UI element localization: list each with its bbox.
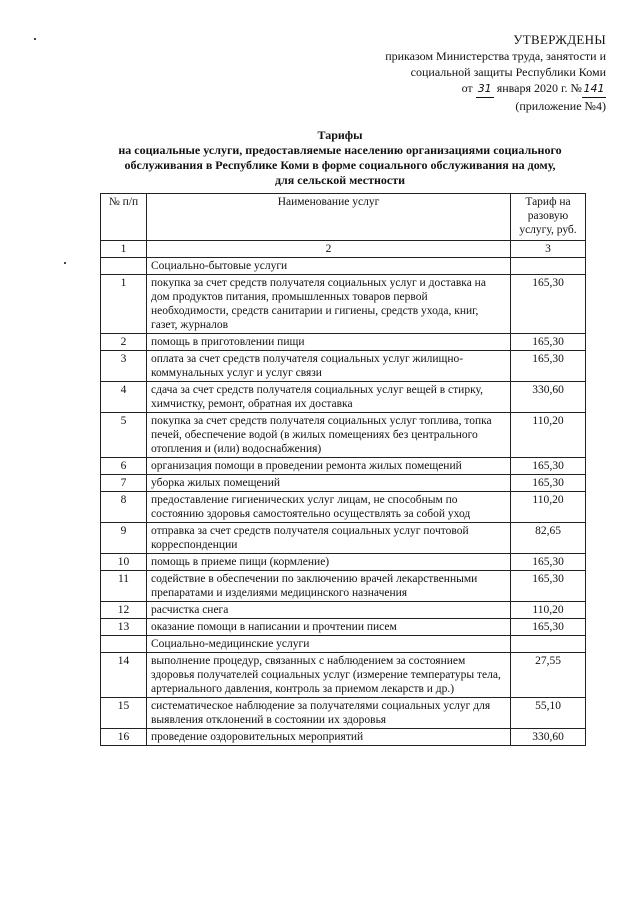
section-empty-cell (101, 258, 147, 275)
header-price: Тариф на разовую услугу, руб. (511, 194, 586, 241)
row-number: 15 (101, 698, 147, 729)
approval-block (306, 32, 606, 114)
service-name: покупка за счет средств получателя социальных услуг и доставка на дом продуктов питания, промышленных товаров первой необходимости, средств санитарии и гигиены, средств ухода, книг, газет, журналов (147, 275, 511, 334)
service-name: предоставление гигиенических услуг лицам, не способным по состоянию здоровья самостоятельно осуществлять за собой уход (147, 492, 511, 523)
section-title: Социально-бытовые услуги (147, 258, 511, 275)
scan-speck (34, 38, 36, 40)
index-cell: 3 (511, 241, 586, 258)
heading-line: для сельской местности (274, 173, 406, 187)
header-name: Наименование услуг (147, 194, 511, 241)
service-name: отправка за счет средств получателя социальных услуг почтовой корреспонденции (147, 523, 511, 554)
service-name: помощь в приеме пищи (кормление) (147, 554, 511, 571)
order-number: 141 (582, 81, 606, 98)
heading-line: на социальные услуги, предоставляемые населению организациями социального (118, 143, 562, 157)
row-number: 5 (101, 413, 147, 458)
table-row (101, 554, 586, 571)
table-row (101, 475, 586, 492)
service-price: 165,30 (511, 351, 586, 382)
service-price: 27,55 (511, 653, 586, 698)
table-row (101, 729, 586, 746)
row-number: 10 (101, 554, 147, 571)
row-number: 16 (101, 729, 147, 746)
scan-speck (64, 262, 66, 264)
service-name: выполнение процедур, связанных с наблюдением за состоянием здоровья получателей социальных услуг (измерение температуры тела, артериального давления, контроль за приемом лекарств и др.) (147, 653, 511, 698)
section-empty-cell (101, 636, 147, 653)
date-rest: января 2020 г. № (496, 81, 582, 95)
service-name: уборка жилых помещений (147, 475, 511, 492)
row-number: 14 (101, 653, 147, 698)
row-number: 7 (101, 475, 147, 492)
service-price: 165,30 (511, 334, 586, 351)
table-row (101, 275, 586, 334)
service-price: 165,30 (511, 475, 586, 492)
row-number: 6 (101, 458, 147, 475)
row-number: 12 (101, 602, 147, 619)
service-name: проведение оздоровительных мероприятий (147, 729, 511, 746)
service-price: 110,20 (511, 492, 586, 523)
service-name: оказание помощи в написании и прочтении писем (147, 619, 511, 636)
section-row (101, 636, 586, 653)
row-number: 11 (101, 571, 147, 602)
approval-line: приказом Министерства труда, занятости и (385, 49, 606, 63)
date-prefix: от (461, 81, 473, 95)
table-row (101, 698, 586, 729)
service-price: 82,65 (511, 523, 586, 554)
table-row (101, 382, 586, 413)
service-name: расчистка снега (147, 602, 511, 619)
table-header-row (101, 194, 586, 241)
service-name: сдача за счет средств получателя социальных услуг вещей в стирку, химчистку, ремонт, обратная их доставка (147, 382, 511, 413)
table-row (101, 619, 586, 636)
approval-title: УТВЕРЖДЕНЫ (513, 32, 606, 47)
approval-line: социальной защиты Республики Коми (410, 65, 606, 79)
table-row (101, 571, 586, 602)
table-body (101, 258, 586, 746)
appendix-label: (приложение №4) (515, 99, 606, 113)
table-row (101, 653, 586, 698)
row-number: 4 (101, 382, 147, 413)
index-cell: 2 (147, 241, 511, 258)
table-row (101, 458, 586, 475)
table-row (101, 351, 586, 382)
row-number: 13 (101, 619, 147, 636)
approval-date-line (306, 80, 606, 98)
row-number: 8 (101, 492, 147, 523)
table-row (101, 602, 586, 619)
service-price: 110,20 (511, 602, 586, 619)
service-price: 165,30 (511, 619, 586, 636)
service-name: содействие в обеспечении по заключению врачей лекарственными препаратами и изделиями медицинского назначения (147, 571, 511, 602)
table-index-row (101, 241, 586, 258)
service-name: организация помощи в проведении ремонта жилых помещений (147, 458, 511, 475)
service-price: 330,60 (511, 729, 586, 746)
tariff-table (100, 193, 586, 746)
row-number: 2 (101, 334, 147, 351)
service-price: 55,10 (511, 698, 586, 729)
service-name: покупка за счет средств получателя социальных услуг топлива, топка печей, обеспечение водой (в жилых помещениях без центрального отопления и (или) водоснабжения) (147, 413, 511, 458)
row-number: 3 (101, 351, 147, 382)
table-row (101, 523, 586, 554)
service-price: 110,20 (511, 413, 586, 458)
table-row (101, 413, 586, 458)
index-cell: 1 (101, 241, 147, 258)
document-heading (100, 128, 580, 188)
section-row (101, 258, 586, 275)
header-num: № п/п (101, 194, 147, 241)
service-price: 165,30 (511, 275, 586, 334)
service-name: помощь в приготовлении пищи (147, 334, 511, 351)
table-row (101, 492, 586, 523)
heading-line: обслуживания в Республике Коми в форме социального обслуживания на дому, (124, 158, 556, 172)
service-price: 330,60 (511, 382, 586, 413)
heading-title: Тарифы (317, 128, 363, 142)
section-empty-cell (511, 636, 586, 653)
row-number: 1 (101, 275, 147, 334)
section-empty-cell (511, 258, 586, 275)
table-row (101, 334, 586, 351)
row-number: 9 (101, 523, 147, 554)
service-name: оплата за счет средств получателя социальных услуг жилищно-коммунальных услуг и услуг связи (147, 351, 511, 382)
date-day: 31 (476, 81, 494, 98)
service-name: систематическое наблюдение за получателями социальных услуг для выявления отклонений в состоянии их здоровья (147, 698, 511, 729)
service-price: 165,30 (511, 571, 586, 602)
service-price: 165,30 (511, 554, 586, 571)
section-title: Социально-медицинские услуги (147, 636, 511, 653)
service-price: 165,30 (511, 458, 586, 475)
